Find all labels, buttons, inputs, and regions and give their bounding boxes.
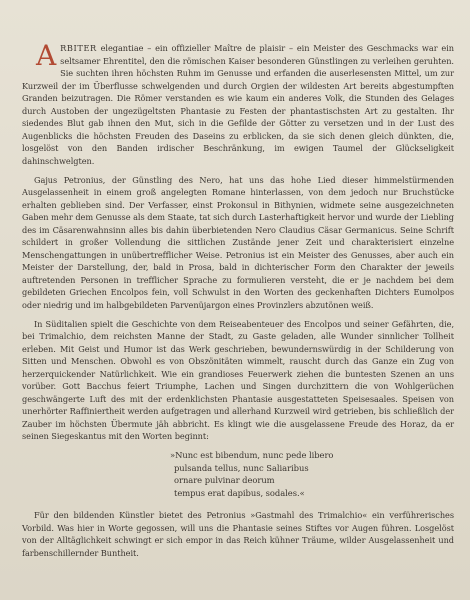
lead-word: RBITER — [60, 43, 97, 53]
paragraph-4: Für den bildenden Künstler bietet des Petronius »Gastmahl des Trimalchio« ein verführerisches Vorbild. Was hier in Worte gegossen, will uns die Phantasie seines Stiftes vor Augen führen. Losgelöst von der Alltäglichkeit schwingt er sich empor in das Reich kühner Träume, wilder Ausgelassenheit und farbenschillernder Buntheit. — [22, 510, 454, 558]
verse-line: ornare pulvinar deorum — [174, 475, 275, 485]
page-text — [22, 39, 454, 566]
verse-line: tempus erat dapibus, sodales.« — [174, 487, 305, 498]
paragraph-3: In Süditalien spielt die Geschichte von dem Reiseabenteuer des Encolpos und seiner Gefährten, die, bei Trimalchio, dem reichsten Manne der Stadt, zu Gaste geladen, alle Wunder sinnlicher Tollheit erleben. Mit Geist und Humor ist das Werk geschrieben, bewundernswürdig in der Schilderung von Sitten und Menschen. Obwohl es von Obszönitäten wimmelt, rauscht durch das Ganze ein Zug von herzerquickender Natürlichkeit. Wie ein grandioses Feuerwerk ziehen die buntesten Szenen an uns vorüber. Gott Bacchus feiert Triumphe, Lachen und Singen durchzittern die von Wohlgerüchen geschwängerte Luft des mit der erdenklichsten Phantasie ausgestatteten Speisesaales. Speisen von unerhörter Raffiniertheit werden aufgetragen und allerhand Kurzweil wird getrieben, bis schließlich der Zauber im höchsten Übermute jäh abbricht. Es klingt wie die ausgelassene Freude des Horaz, da er seinen Siegeskantus mit den Worten beginnt: — [22, 318, 454, 441]
verse-line: »Nunc est bibendum, nunc pede libero — [170, 450, 334, 460]
drop-cap: A — [36, 39, 57, 72]
paragraph-2: Gajus Petronius, der Günstling des Nero, hat uns das hohe Lied dieser himmelstürmenden Ausgelassenheit in einem groß angelegten Romane hinterlassen, von dem jedoch nur Bruchstücke erhalten geblieben sind. Der Verfasser, einst Prokonsul in Bithynien, widmete seine ausgezeichneten Gaben mehr dem Genusse als dem Staate, tat sich durch Lasterhaftigkeit hervor und wurde der Liebling des im Cäsarenwahnsinn alles bis dahin überbietenden Nero Claudius Cäsar Germanicus. Seine Schrift schildert in großer Vollendung die sittlichen Zustände jener Zeit und charakterisiert einzelne Menschengattungen in unübertrefflicher Weise. Petronius ist ein Meister des Genusses, aber auch ein Meister der Darstellung, der, bald in Prosa, bald in dichterischer Form den Charakter der jeweils auftretenden Personen in trefflicher Sprache zu formulieren versteht, die er je nachdem bei dem gebildeten Griechen Encolpos fein, voll Schwulst in den Worten des geckenhaften Dichters Eumolpos oder niedrig und im halbgebildeten Parvenüjargon eines Provinzlers abzutönen weiß. — [22, 174, 454, 310]
verse-line: pulsanda tellus, nunc Saliaribus — [174, 462, 309, 473]
verse-quote — [170, 449, 454, 499]
paragraph-1 — [22, 39, 454, 167]
paragraph-1-text: elegantiae – ein offizieller Maître de plaisir – ein Meister des Geschmacks war ein seltsamer Ehrentitel, den die römischen Kaiser besonderen Günstlingen zu verleihen geruhten. Sie suchten ihren höchsten Ruhm im Genusse und erfanden die auserlesensten Mittel, um zur Kurzweil der im Überflusse schwelgenden und durch Orgien der wildesten Art bereits abgestumpften Granden beizutragen. Die Römer verstanden es wie kaum ein anderes Volk, die Stunden des Gelages durch Austoben der ungezügeltsten Phantasie zu Festen der phantastischsten Art zu gestalten. Ihr siedendes Blut gab ihnen den Mut, sich in die Gefilde der Götter zu versetzen und in der Lust des Augenblicks die höchsten Freuden des Daseins zu erblicken, da sie sich denen gleich dünkten, die, losgelöst von den Banden irdischer Beschränkung, im ewigen Taumel der Glückseligkeit dahinschwelgten. — [22, 43, 454, 166]
